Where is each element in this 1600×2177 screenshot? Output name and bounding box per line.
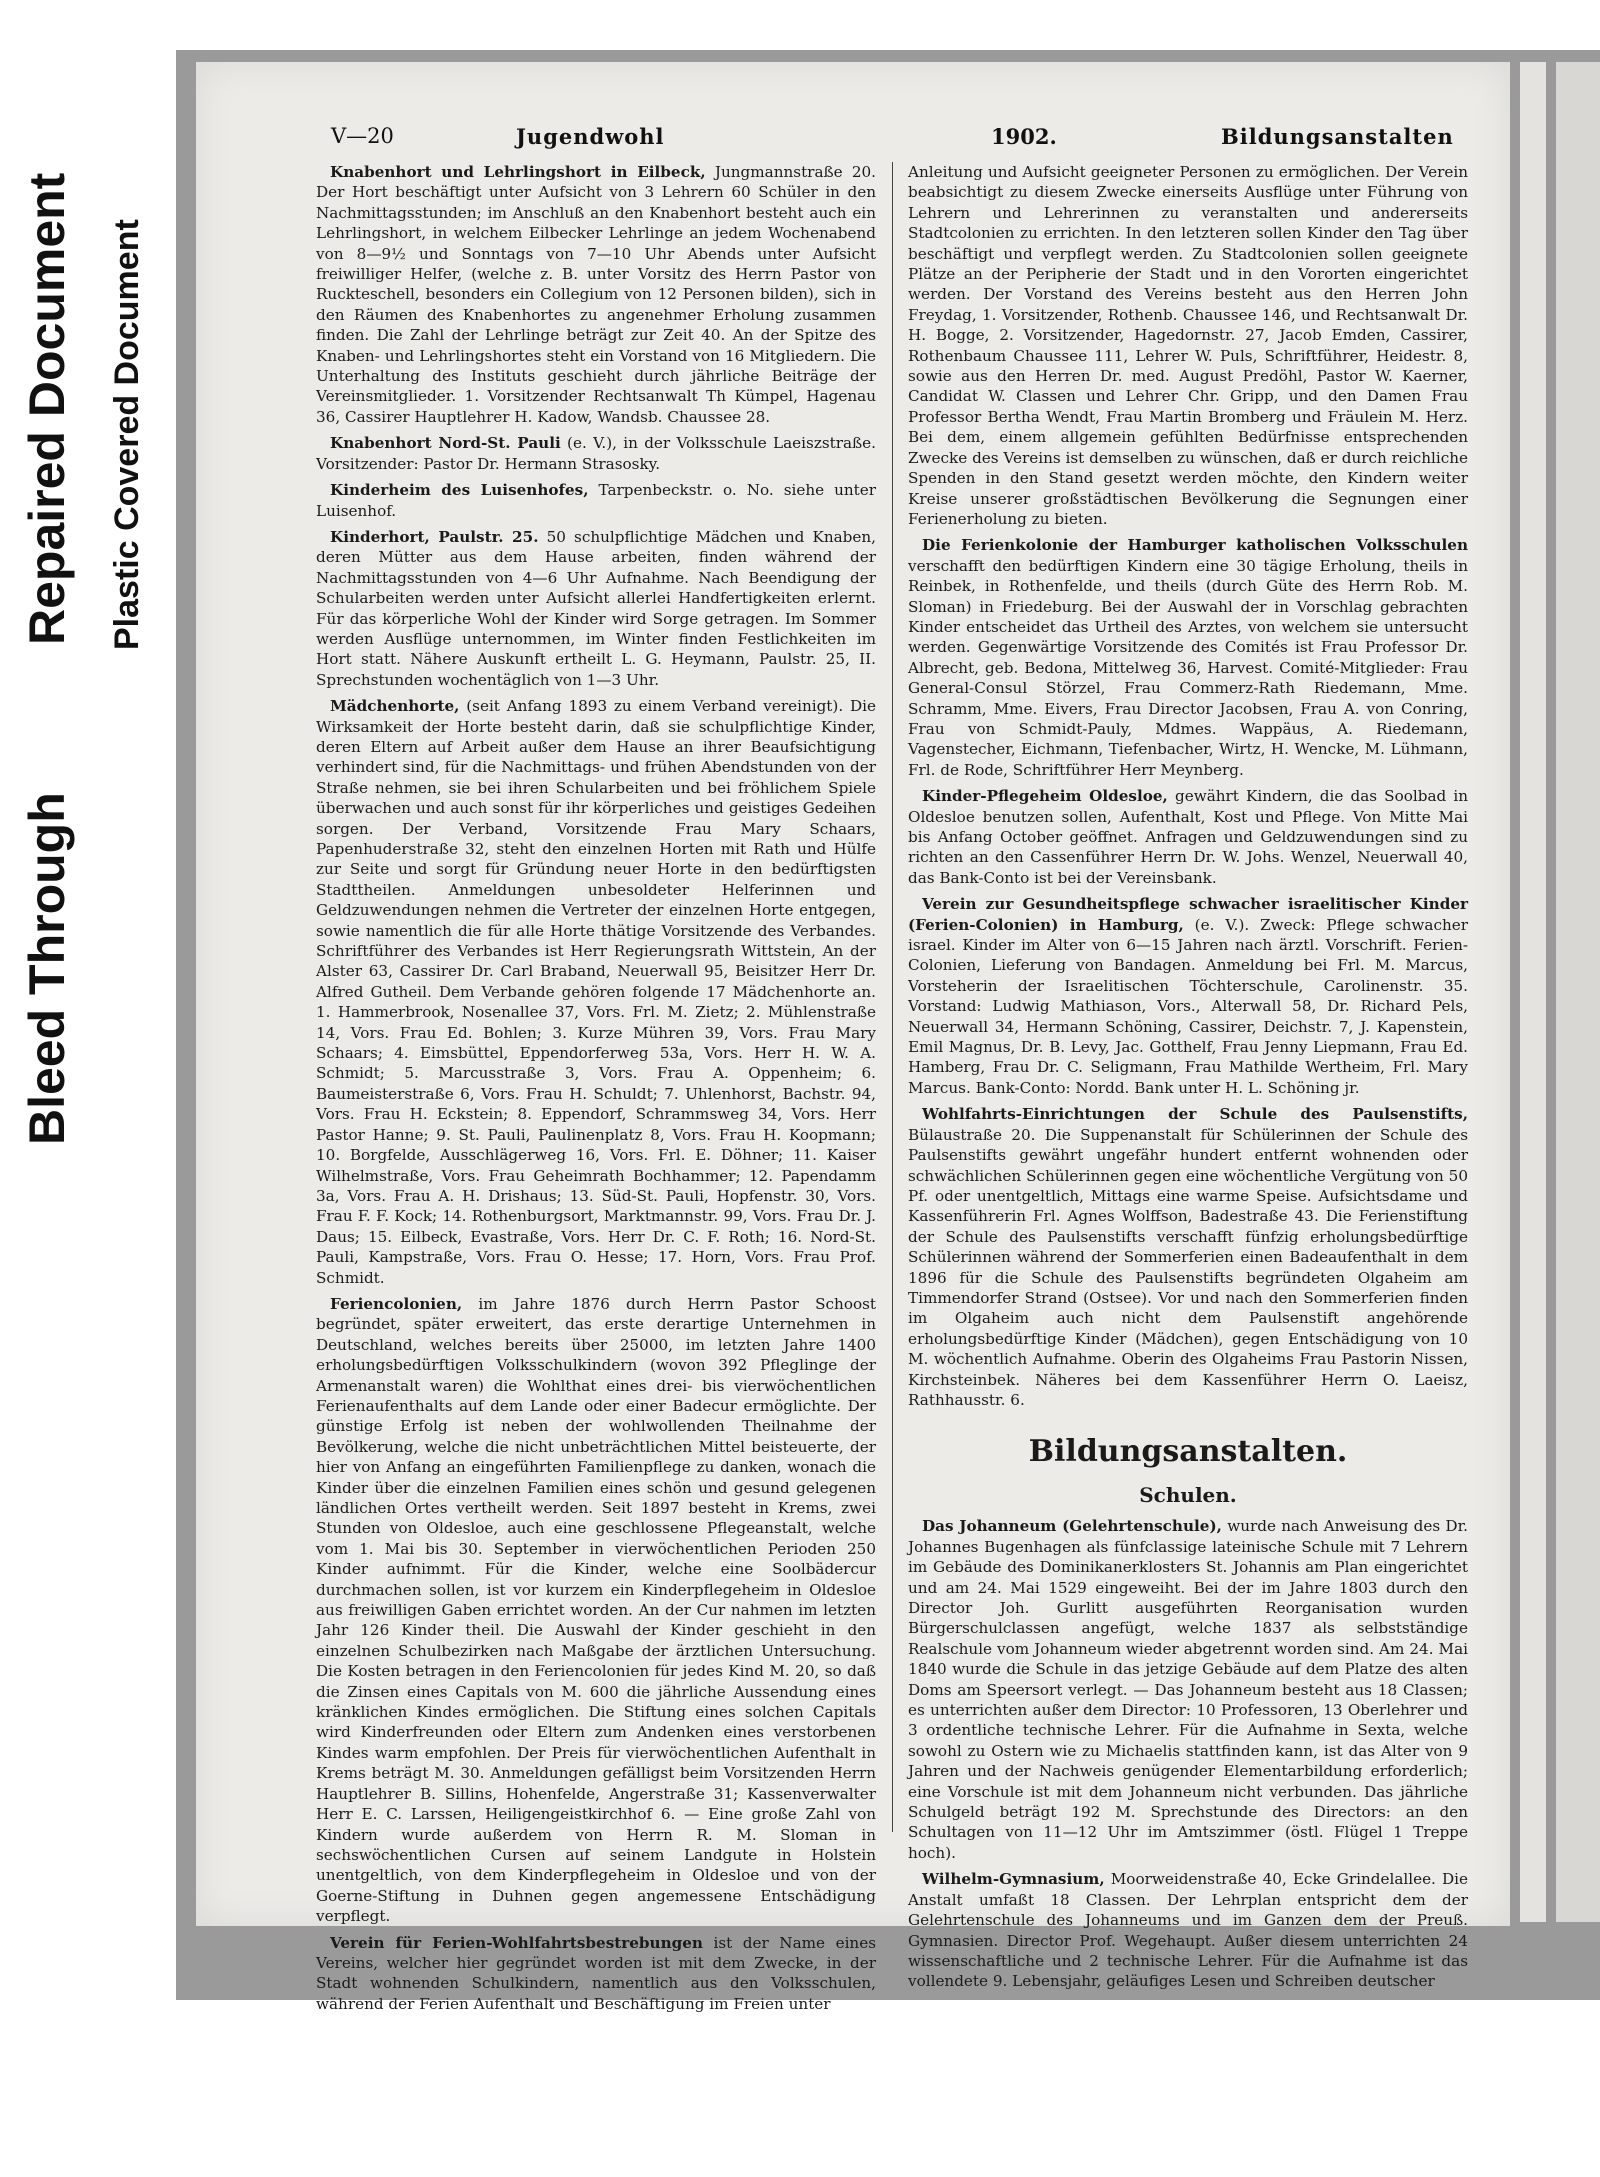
page-number: V—20 (331, 124, 394, 148)
entry-text: Anleitung und Aufsicht geeigneter Personen zu ermöglichen. Der Verein beabsichtigt zu diesem Zwecke einerseits Ausflüge unter Führung von Lehrern und Lehrerinnen zu veranstalten und andererseits Stadtcolonien zu errichten. In den letzteren sollen Kinder den Tag über beschäftigt und verpflegt werden. Zu Stadtcolonien sollen geeignete Plätze an der Peripherie der Stadt und in den Vororten eingerichtet werden. Der Vorstand des Vereins besteht aus den Herren John Freydag, 1. Vorsitzender, Rothenb. Chaussee 146, und Rechtsanwalt Dr. H. Bogge, 2. Vorsitzender, Hagedornstr. 27, Jacob Emden, Cassirer, Rothenbaum Chaussee 111, Lehrer W. Puls, Schriftführer, Heidestr. 8, sowie aus den Herren Dr. med. August Predöhl, Pastor W. Kaerner, Candidat W. Classen und Lehrer Chr. Gripp, und den Damen Frau Professor Bertha Wendt, Frau Martin Bromberg und Fräulein M. Herz. Bei dem, einem allgemein gefühlten Bedürfnisse entsprechenden Zwecke des Vereins ist demselben zu wünschen, daß er durch reichliche Spenden in den Stand gesetzt werden möchte, den Kindern weiter Kreise unserer großstädtischen Bevölkerung die Segnungen einer Ferienerholung zu bieten. (908, 163, 1468, 528)
entry-paragraph (908, 535, 1468, 780)
bleed-through-label: Bleed Through (19, 792, 75, 1145)
entry-title: Wilhelm-Gymnasium, (922, 1870, 1105, 1889)
entry-text: Tarpenbeckstr. o. No. siehe unter Luisenhof. (316, 481, 877, 520)
entry-text: Bülaustraße 20. Die Suppenanstalt für Schülerinnen der Schule des Paulsenstifts gewährt ungefähr hundert entfernt wohnenden oder schwächlichen Schülerinnen gegen eine wöchentliche Vergütung von 50 Pf. oder unentgeltlich, Mittags eine warme Speise. Aufsichtsdame und Kassenführerin Frl. Agnes Wolffson, Badestraße 43. Die Ferienstiftung der Schule des Paulsenstifts verschafft fünfzig erholungsbedürftige Schülerinnen während der Sommerferien einen Badeaufenthalt in dem 1896 für die Schule des Paulsenstifts begründeten Olgaheim am Timmendorfer Strand (Ostsee). Vor und nach den Sommerferien finden im Olgaheim auch nicht dem Paulsenstift angehörende erholungsbedürftige Kinder (Mädchen), gegen Entschädigung von 10 M. wöchentlich Aufnahme. Oberin des Olgaheims Frau Pastorin Nissen, Kirchsteinbek. Näheres bei dem Kassenführer Herrn O. Laeisz, Rathhausstr. 6. (908, 1125, 1468, 1409)
entry-paragraph (908, 1869, 1468, 1991)
entry-text: Moorweidenstraße 40, Ecke Grindelallee. Die Anstalt umfaßt 18 Classen. Der Lehrplan entspricht dem der Gelehrtenschule des Johanneums und im Ganzen dem der Preuß. Gymnasien. Director Prof. Wegehaupt. Außer diesem unterrichten 24 wissenschaftliche und 2 technische Lehrer. Für die Aufnahme ist das vollendete 9. Lebensjahr, geläufiges Lesen und Schreiben deutscher (908, 1870, 1468, 1991)
entry-title: Feriencolonien, (330, 1294, 463, 1313)
section-entries (908, 1516, 1468, 1991)
repaired-document-label: Repaired Document (19, 172, 75, 645)
entry-title: Verein zur Gesundheitspflege schwacher israelitischer Kinder (Ferien-Colonien) in Hamburg, (908, 895, 1468, 934)
document-page (196, 62, 1510, 2013)
header-year: 1902. (991, 124, 1057, 149)
entry-paragraph (316, 1933, 876, 2015)
entry-paragraph (316, 480, 876, 521)
entry-paragraph (316, 696, 876, 1288)
entry-title: Knabenhort Nord-St. Pauli (330, 434, 561, 453)
entry-text: (e. V.). Zweck: Pflege schwacher israel. Kinder im Alter von 6—15 Jahren nach ärztl. Vorschrift. Ferien-Colonien, Lieferung von Bandagen. Anmeldung bei Frl. M. Marcus, Vorsteherin der Israelitischen Töchterschule, Carolinenstr. 35. Vorstand: Ludwig Mathiason, Vors., Alterwall 58, Dr. Richard Pels, Neuerwall 34, Hermann Schöning, Cassirer, Deichstr. 7, J. Kapenstein, Emil Magnus, Dr. B. Levy, Jac. Gotthelf, Frau Jenny Liepmann, Frau Ed. Hamberg, Frau Dr. C. Seligmann, Frau Mathilde Wertheim, Frl. Mary Marcus. Bank-Conto: Nordd. Bank unter H. L. Schöning jr. (908, 915, 1468, 1097)
header-left-title: Jugendwohl (516, 124, 665, 149)
entry-title: Mädchenhorte, (330, 697, 460, 716)
entry-paragraph (908, 162, 1468, 529)
page-header (331, 124, 1501, 154)
entry-text: wurde nach Anweisung des Dr. Johannes Bugenhagen als fünfclassige lateinische Schule mit 7 Lehrern im Gebäude des Dominikanerklosters St. Johannis am Plan eingerichtet und am 24. Mai 1529 eingeweiht. Bei der im Jahre 1803 durch den Director Joh. Gurlitt ausgeführten Reorganisation wurden Bürgerschulclassen angefügt, welche 1837 als selbstständige Realschule vom Johanneum wieder abgetrennt worden sind. Am 24. Mai 1840 wurde die Schule in das jetzige Gebäude auf dem Platze des alten Doms am Speersort verlegt. — Das Johanneum besteht aus 18 Classen; es unterrichten außer dem Director: 10 Professoren, 13 Oberlehrer und 3 ordentliche technische Lehrer. Für die Aufnahme in Sexta, welche sowohl zu Ostern wie zu Michaelis stattfinden kann, ist das Alter von 9 Jahren und der Nachweis genügender Elementarbildung erforderlich; eine Vorschule ist mit dem Johanneum nicht verbunden. Das jährliche Schulgeld beträgt 192 M. Sprechstunde des Directors: an den Schultagen von 11—12 Uhr im Amtszimmer (östl. Flügel 1 Treppe hoch). (908, 1517, 1469, 1862)
entry-text: (seit Anfang 1893 zu einem Verband vereinigt). Die Wirksamkeit der Horte besteht darin, daß sie schulpflichtige Kinder, deren Eltern auf Arbeit außer dem Hause an ihrer Beaufsichtigung verhindert sind, für die Nachmittags- und frühen Abendstunden von der Straße nehmen, sie bei ihren Schularbeiten und bei fröhlichem Spiele überwachen und auch sonst für ihr körperliches und geistiges Gedeihen sorgen. Der Verband, Vorsitzende Frau Mary Schaars, Papenhuderstraße 32, steht den einzelnen Horten mit Rath und Hülfe zur Seite und sorgt für Gründung neuer Horte in den bedürftigsten Stadttheilen. Anmeldungen unbesoldeter Helferinnen und Geldzuwendungen nehmen die Vertreter der einzelnen Horte entgegen, sowie namentlich die für alle Horte thätige Vorsitzende des Verbandes. Schriftführer des Verbandes ist Herr Regierungsrath Wittstein, An der Alster 63, Cassirer Dr. Carl Braband, Neuerwall 95, Beisitzer Herr Dr. Alfred Gutheil. Dem Verbande gehören folgende 17 Mädchenhorte an. 1. Hammerbrook, Nosenallee 37, Vors. Frl. M. Zietz; 2. Mühlenstraße 14, Vors. Frau Ed. Bohlen; 3. Kurze Mühren 39, Vors. Frau Mary Schaars; 4. Eimsbüttel, Eppendorferweg 53a, Vors. Herr H. W. A. Schmidt; 5. Marcusstraße 3, Vors. Frau A. Oppenheim; 6. Baumeisterstraße 6, Vors. Frau H. Schuldt; 7. Uhlenhorst, Bachstr. 94, Vors. Frau H. Eckstein; 8. Eppendorf, Schrammsweg 34, Vors. Herr Pastor Hanne; 9. St. Pauli, Paulinenplatz 8, Vors. Frau H. Koopmann; 10. Borgfelde, Ausschlägerweg 16, Vors. Frl. E. Döhner; 11. Kaiser Wilhelmstraße, Vors. Frau Geheimrath Bochhammer; 12. Papendamm 3a, Vors. Frau A. H. Drishaus; 13. Süd-St. Pauli, Hopfenstr. 30, Vors. Frau F. F. Kock; 14. Rothenburgsort, Marktmannstr. 99, Vors. Frau Dr. J. Daus; 15. Eilbeck, Evastraße, Vors. Herr Dr. C. F. Roth; 16. Nord-St. Pauli, Kampstraße, Vors. Frau O. Hesse; 17. Horn, Vors. Frau Prof. Schmidt. (316, 697, 877, 1287)
header-right-title: Bildungsanstalten (1221, 124, 1454, 149)
section-subtitle: Schulen. (1139, 1483, 1237, 1508)
entry-text: (e. V.), in der Volksschule Laeiszstraße. Vorsitzender: Pastor Dr. Hermann Strasosky. (316, 434, 876, 473)
entry-title: Die Ferienkolonie der Hamburger katholischen Volksschulen (922, 536, 1468, 555)
entry-paragraph (908, 894, 1468, 1098)
page-edge (1520, 62, 1546, 1922)
entry-title: Das Johanneum (Gelehrtenschule), (922, 1517, 1222, 1536)
left-column (316, 162, 876, 2020)
entry-title: Kinderhort, Paulstr. 25. (330, 527, 539, 546)
entry-title: Kinder-Pflegeheim Oldesloe, (922, 787, 1168, 806)
entry-paragraph (908, 1516, 1468, 1863)
entry-text: gewährt Kindern, die das Soolbad in Oldesloe benutzen sollen, Aufenthalt, Kost und Pflege. Von Mitte Mai bis Anfang October geöffnet. Anfragen und Geldzuwendungen sind zu richten an den Cassenführer Herrn Dr. W. Johs. Wenzel, Neuerwall 40, das Bank-Conto ist bei der Vereinsbank. (908, 787, 1469, 887)
entry-paragraph (908, 786, 1468, 888)
entry-title: Kinderheim des Luisenhofes, (330, 481, 589, 500)
right-entries (908, 162, 1468, 1410)
entry-paragraph (316, 527, 876, 690)
entry-text: verschafft den bedürftigen Kindern eine 30 tägige Erholung, theils in Reinbek, in Rothenfelde, und theils (durch Güte des Herrn Rob. M. Sloman) in Friedeburg. Bei der Auswahl der in Vorschlag gebrachten Kinder entscheidet das Urtheil des Arztes, von welchem sie untersucht werden. Gegenwärtige Vorsitzende des Comités ist Frau Professor Dr. Albrecht, geb. Bedona, Mittelweg 36, Harvest. Comité-Mitglieder: Frau General-Consul Störzel, Frau Commerz-Rath Riedemann, Mme. Schramm, Mme. Eivers, Frau Director Jacobsen, Frau A. von Conring, Frau von Schmidt-Pauly, Mdmes. Wappäus, A. Riedemann, Vagenstecher, Eichmann, Tiefenbacher, Wirtz, H. Wencke, M. Lühmann, Frl. de Rode, Schriftführer Herr Meynberg. (908, 556, 1468, 779)
entry-paragraph (316, 162, 876, 427)
entry-text: Jungmannstraße 20. Der Hort beschäftigt unter Aufsicht von 3 Lehrern 60 Schüler in den Nachmittagsstunden; im Anschluß an den Knabenhort besteht auch ein Lehrlingshort, in welchem Eilbecker Lehrlinge an jedem Wochenabend von 8—9½ und Sonntags von 7—10 Uhr Abends unter Aufsicht freiwilliger Helfer, (welche z. B. unter Vorsitz des Herrn Pastor von Ruckteschell, besonders ein Collegium von 12 Personen bilden), sich in den Räumen des Knabenhortes zu angenehmer Erholung zusammen finden. Die Zahl der Lehrlinge beträgt zur Zeit 40. An der Spitze des Knaben- und Lehrlingshortes steht ein Vorstand von 16 Mitgliedern. Die Unterhaltung des Instituts geschieht durch jährliche Beiträge der Vereinsmitglieder. 1. Vorsitzender Rechtsanwalt Th Kümpel, Hagenau 36, Cassirer Hauptlehrer H. Kadow, Wandsb. Chaussee 28. (316, 163, 877, 426)
entry-paragraph (316, 433, 876, 474)
plastic-covered-label: Plastic Covered Document (108, 219, 146, 650)
entry-title: Knabenhort und Lehrlingshort in Eilbeck, (330, 163, 706, 181)
right-column (908, 162, 1468, 1998)
entry-text: ist der Name eines Vereins, welcher hier gegründet worden ist mit dem Zwecke, in der Stadt wohnenden Schulkindern, namentlich aus den Volksschulen, während der Ferien Aufenthalt und Beschäftigung im Freien unter (316, 1933, 876, 2013)
entry-text: 50 schulpflichtige Mädchen und Knaben, deren Mütter aus dem Hause arbeiten, finden während der Nachmittagsstunden von 4—6 Uhr Aufnahme. Nach Beendigung der Schularbeiten werden unter Aufsicht allerlei Handfertigkeiten erlernt. Für das körperliche Wohl der Kinder wird Sorge getragen. Im Sommer werden Ausflüge unternommen, im Winter finden Festlichkeiten im Hort statt. Nähere Auskunft ertheilt L. G. Heymann, Paulstr. 25, II. Sprechstunden wochentäglich von 1—3 Uhr. (316, 527, 876, 689)
entry-title: Verein für Ferien-Wohlfahrtsbestrebungen (330, 1933, 703, 1952)
page-edge-far (1556, 62, 1600, 1922)
entry-text: im Jahre 1876 durch Herrn Pastor Schoost begründet, später erweitert, das erste derartige Unternehmen in Deutschland, welches bereits über 25000, im letzten Jahre 1400 erholungsbedürftigen Volksschulkindern (wovon 392 Pfleglinge der Armenanstalt waren) die Wohlthat eines drei- bis vierwöchentlichen Ferienaufenthalts auf dem Lande oder einer Badecur ermöglichte. Der günstige Erfolg ist neben der wohlwollenden Theilnahme der Bevölkerung, welche die nicht unbeträchtlichen Mittel beisteuerte, der hier von Anfang an eingeführten Familienpflege zu danken, wonach die Kinder über die einzelnen Familien eines schön und gesund gelegenen ländlichen Ortes vertheilt werden. Seit 1897 besteht in Krems, zwei Stunden von Oldesloe, auch eine geschlossene Pflegeanstalt, welche vom 1. Mai bis 30. September in vierwöchentlichen Perioden 250 Kinder aufnimmt. Für die Kinder, welche eine Soolbädercur durchmachen sollen, ist vor kurzem ein Kinderpflegeheim in Oldesloe aus freiwilligen Gaben errichtet worden. An der Cur nahmen im letzten Jahr 126 Kinder theil. Die Auswahl der Kinder geschieht in den einzelnen Schulbezirken nach Maßgabe der ärztlichen Untersuchung. Die Kosten betragen in den Feriencolonien für jedes Kind M. 20, so daß die Zinsen eines Capitals von M. 600 die jährliche Aussendung eines kränklichen Kindes ermöglichen. Die Stiftung eines solchen Capitals wird Kinderfreunden oder Eltern zum Andenken eines verstorbenen Kindes warm empfohlen. Der Preis für vierwöchentlichen Aufenthalt in Krems beträgt M. 30. Anmeldungen gefälligst beim Vorsitzenden Herrn Hauptlehrer B. Sillins, Hohenfelde, Angerstraße 31; Kassenverwalter Herr E. C. Larssen, Heiligengeistkirchhof 6. — Eine große Zahl von Kindern wurde außerdem von Herrn R. M. Sloman in sechswöchentlichen Cursen auf seinem Landgute in Holstein unentgeltlich, von dem Kinderpflegeheim in Oldesloe und von der Goerne-Stiftung in Duhnen gegen angemessene Entschädigung verpflegt. (316, 1294, 876, 1926)
entry-title: Wohlfahrts-Einrichtungen der Schule des Paulsenstifts, (922, 1105, 1468, 1124)
entry-paragraph (316, 1294, 876, 1927)
section-title: Bildungsanstalten. (1028, 1434, 1348, 1470)
column-divider (892, 162, 893, 1832)
entry-paragraph (908, 1104, 1468, 1410)
